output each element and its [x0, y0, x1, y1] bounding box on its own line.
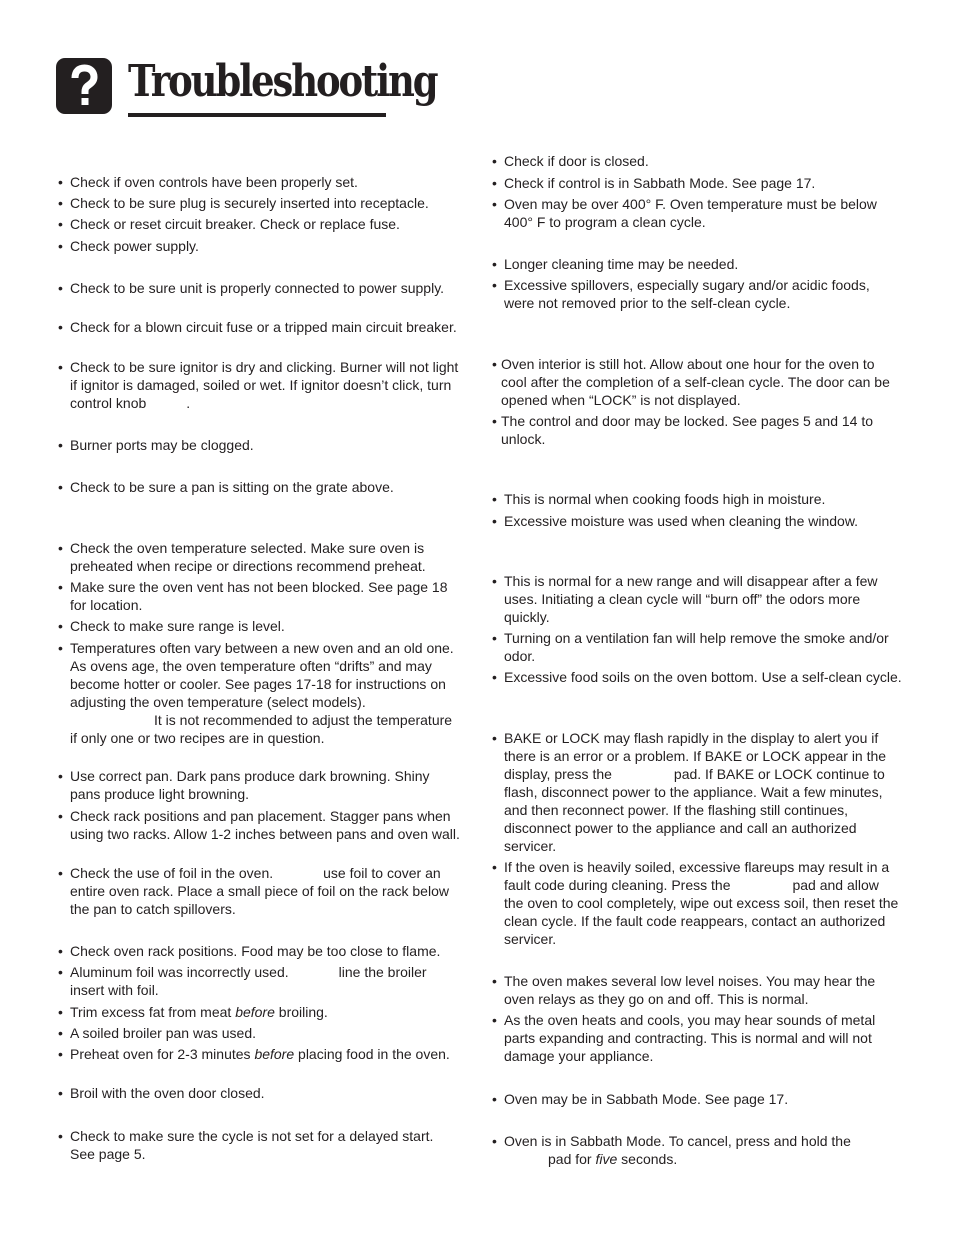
- list-item: • Check the oven temperature selected. Make sure oven is preheated when recipe or directions recommend preheat.: [58, 539, 462, 575]
- list-item: [58, 864, 462, 918]
- list-item: • The oven makes several low level noises. You may hear the oven relays as they go on and off. This is normal.: [492, 972, 902, 1008]
- list-item: • Oven may be in Sabbath Mode. See page 17.: [492, 1090, 902, 1108]
- list-item: • Check power supply.: [58, 237, 462, 255]
- page-title: Troubleshooting: [128, 56, 437, 107]
- list-item: • Check rack positions and pan placement. Stagger pans when using two racks. Allow 1-2 inches between pans and oven wall.: [58, 807, 462, 843]
- list-item: • Check to make sure the cycle is not set for a delayed start. See page 5.: [58, 1127, 462, 1163]
- item-text: Aluminum foil was incorrectly used.: [70, 964, 289, 980]
- list-item: [492, 858, 902, 948]
- list-item: [58, 1003, 462, 1021]
- list-item: • Turning on a ventilation fan will help remove the smoke and/or odor.: [492, 629, 902, 665]
- item-text: If the oven is heavily soiled, excessive flareups may result in a fault code during cleaning. Press the: [504, 859, 890, 893]
- list-item: • Longer cleaning time may be needed.: [492, 255, 902, 273]
- list-item: • Check to be sure plug is securely inserted into receptacle.: [58, 194, 462, 212]
- list-item: • As the oven heats and cools, you may hear sounds of metal parts expanding and contracting. This is normal and will not damage your appliance.: [492, 1011, 902, 1065]
- list-item: [58, 1045, 462, 1063]
- list-item: • This is normal when cooking foods high in moisture.: [492, 490, 902, 508]
- item-text: Check the use of foil in the oven.: [70, 865, 274, 881]
- list-item: • Oven may be over 400° F. Oven temperature must be below 400° F to program a clean cycle.: [492, 195, 902, 231]
- list-item: • Excessive spillovers, especially sugary and/or acidic foods, were not removed prior to the self-clean cycle.: [492, 276, 902, 312]
- list-item: [492, 1132, 902, 1168]
- item-text: It is not recommended to adjust the temperature if only one or two recipes are in question.: [70, 712, 453, 746]
- list-item: • Check for a blown circuit fuse or a tripped main circuit breaker.: [58, 318, 462, 336]
- item-text: use foil to cover an entire oven rack. Place a small piece of foil on the rack below the pan to catch spillovers.: [70, 865, 449, 917]
- list-item: • Excessive moisture was used when cleaning the window.: [492, 512, 902, 530]
- list-item: • Check or reset circuit breaker. Check or replace fuse.: [58, 215, 462, 233]
- item-text: placing food in the oven.: [298, 1046, 450, 1062]
- item-text: Trim excess fat from meat: [70, 1004, 232, 1020]
- item-text: Preheat oven for 2-3 minutes: [70, 1046, 251, 1062]
- list-item: • Check if oven controls have been properly set.: [58, 173, 462, 191]
- list-item: [58, 639, 462, 747]
- item-text: .: [186, 395, 191, 411]
- list-item: • Burner ports may be clogged.: [58, 436, 462, 454]
- list-item: • A soiled broiler pan was used.: [58, 1024, 462, 1042]
- list-item: • Check if control is in Sabbath Mode. See page 17.: [492, 174, 902, 192]
- list-item: • Check to be sure a pan is sitting on the grate above.: [58, 478, 462, 496]
- item-text: broiling.: [278, 1004, 328, 1020]
- item-text: Temperatures often vary between a new oven and an old one. As ovens age, the oven temperature often “drifts” and may become hotter or cooler. See pages 17-18 for instructions on adjusting the oven temperature (select models).: [70, 640, 454, 710]
- item-emphasis: five: [595, 1151, 618, 1167]
- list-item: • Excessive food soils on the oven bottom. Use a self-clean cycle.: [492, 668, 902, 686]
- list-item: [58, 963, 462, 999]
- item-text: pad and allow the oven to cool completely, wipe out excess soil, then reset the clean cycle. If the fault code reappears, contact an authorized servicer.: [504, 877, 899, 947]
- list-item: [492, 729, 902, 855]
- item-text: BAKE or LOCK may flash rapidly in the display to alert you if there is an error or a problem. If BAKE or LOCK appear in the display, press the: [504, 730, 887, 782]
- list-item: • Oven interior is still hot. Allow about one hour for the oven to cool after the completion of a self-clean cycle. The door can be opened when “LOCK” is not displayed.: [492, 355, 902, 409]
- item-text: seconds.: [621, 1151, 678, 1167]
- list-item: • Check if door is closed.: [492, 152, 902, 170]
- list-item: • Make sure the oven vent has not been blocked. See page 18 for location.: [58, 578, 462, 614]
- title-underline: [128, 113, 386, 117]
- item-text: pad. If BAKE or LOCK continue to flash, disconnect power to the appliance. Wait a few minutes, and then reconnect power. If the flashing still continues, disconnect power to the appliance and call an authorized servicer.: [504, 766, 885, 854]
- list-item: • Broil with the oven door closed.: [58, 1084, 462, 1102]
- list-item: • Check to be sure unit is properly connected to power supply.: [58, 279, 462, 297]
- list-item: [58, 358, 462, 412]
- item-text: Check to be sure ignitor is dry and clicking. Burner will not light if ignitor is damaged, soiled or wet. If ignitor doesn’t click, turn control knob: [70, 359, 459, 411]
- list-item: • The control and door may be locked. See pages 5 and 14 to unlock.: [492, 412, 902, 448]
- question-mark-icon: [56, 58, 112, 114]
- item-text: pad for: [548, 1151, 592, 1167]
- item-text: Oven is in Sabbath Mode. To cancel, press and hold the: [504, 1133, 851, 1149]
- list-item: • Check oven rack positions. Food may be too close to flame.: [58, 942, 462, 960]
- list-item: • Use correct pan. Dark pans produce dark browning. Shiny pans produce light browning.: [58, 767, 462, 803]
- list-item: • This is normal for a new range and will disappear after a few uses. Initiating a clean cycle will “burn off” the odors more quickly.: [492, 572, 902, 626]
- item-emphasis: before: [235, 1004, 275, 1020]
- item-text: line the broiler insert with foil.: [70, 964, 427, 998]
- item-emphasis: before: [254, 1046, 295, 1062]
- list-item: • Check to make sure range is level.: [58, 617, 462, 635]
